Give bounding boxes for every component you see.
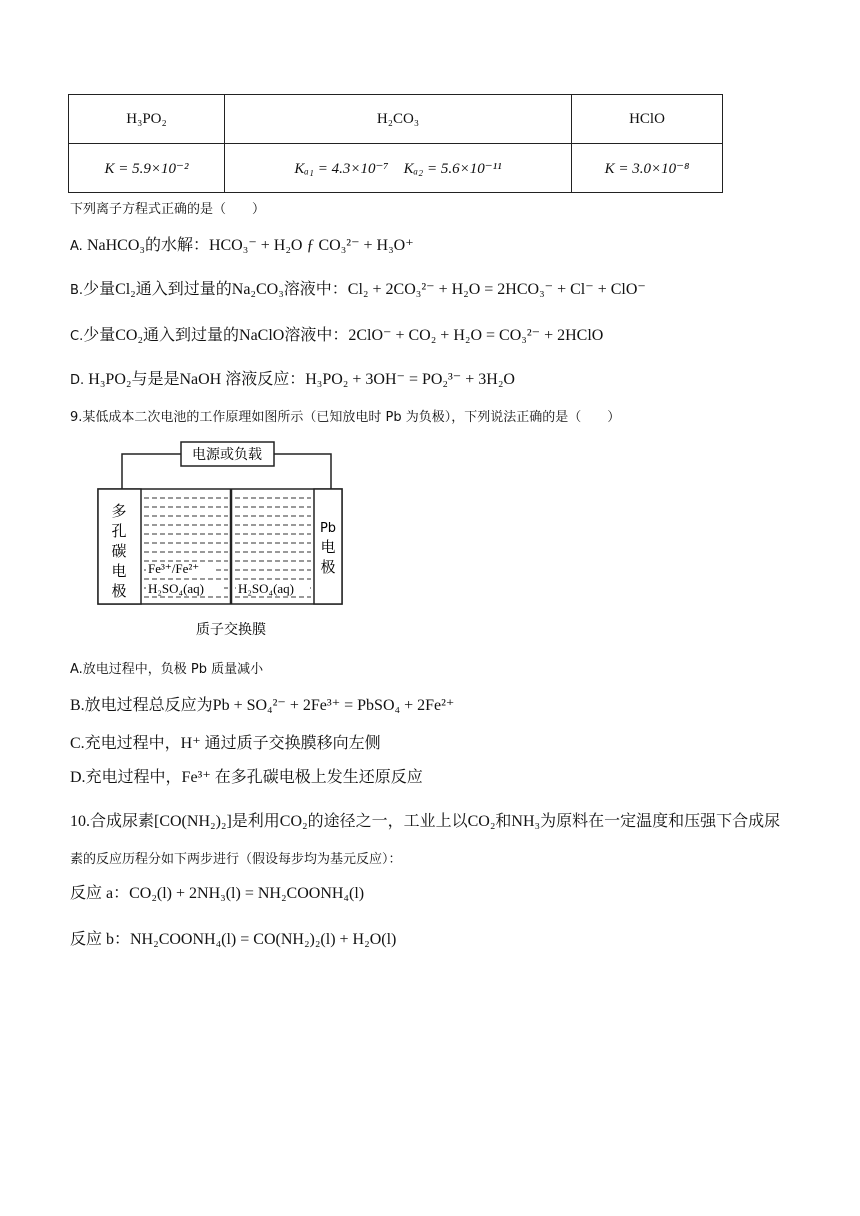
option-9b: B.放电过程总反应为Pb + SO₄²⁻ + 2Fe³⁺ = PbSO₄ + 2Fe²⁺ [70, 697, 455, 714]
table-header-cell: HClO [572, 95, 723, 144]
option-9c: C.充电过程中，H⁺ 通过质子交换膜移向左侧 [70, 735, 381, 752]
question-9-stem: 9.某低成本二次电池的工作原理如图所示（已知放电时 Pb 为负极），下列说法正确的是（ ） [70, 410, 621, 425]
wire-left [122, 454, 181, 489]
table-row [69, 95, 723, 144]
question-8-stem: 下列离子方程式正确的是（ ） [70, 202, 266, 217]
option-8c [70, 322, 603, 345]
question-10-stem-line1: 10.合成尿素[CO(NH₂)₂]是利用CO₂的途径之一，工业上以CO₂和NH₃为原料在一定温度和压强下合成尿 [70, 813, 781, 830]
table-cell: K = 3.0×10⁻⁸ [572, 144, 723, 193]
option-text: NaHCO₃的水解：HCO₃⁻ + H₂O ƒ CO₃²⁻ + H₃O⁺ [86, 237, 414, 254]
reaction-b: 反应 b：NH₂COONH₄(l) = CO(NH₂)₂(l) + H₂O(l) [70, 931, 397, 948]
option-8a [70, 232, 414, 255]
table-header-cell: H₂CO₃ [225, 95, 572, 144]
option-label: D. [70, 373, 89, 388]
table-header-cell: H₃PO₂ [69, 95, 225, 144]
electrode-char: 极 [320, 558, 336, 576]
question-10-stem-line2: 素的反应历程分如下两步进行（假设每步均为基元反应）： [70, 852, 402, 867]
table-row [69, 144, 723, 193]
solution-label-left: H₂SO₄(aq) [148, 581, 204, 596]
option-8d [70, 366, 515, 389]
solution-label-right: H₂SO₄(aq) [238, 581, 294, 596]
table-cell: Kₐ₁ = 4.3×10⁻⁷ Kₐ₂ = 5.6×10⁻¹¹ [225, 144, 572, 193]
battery-diagram [96, 414, 346, 644]
option-text: 少量CO₂通入到过量的NaClO溶液中：2ClO⁻ + CO₂ + H₂O = CO₃²⁻ + 2HClO [83, 327, 604, 344]
electrode-char: 碳 [111, 542, 127, 560]
option-text: H₃PO₂与是是NaOH 溶液反应：H₃PO₂ + 3OH⁻ = PO₂³⁻ + 3H₂O [88, 371, 515, 388]
electrode-char: 孔 [111, 522, 127, 540]
table-cell: K = 5.9×10⁻² [69, 144, 225, 193]
power-source-label: 电源或负载 [192, 447, 262, 463]
option-9d: D.充电过程中，Fe³⁺ 在多孔碳电极上发生还原反应 [70, 769, 423, 786]
electrode-char: 多 [111, 502, 127, 520]
wire-right [274, 454, 331, 489]
option-text: 少量Cl₂通入到过量的Na₂CO₃溶液中：Cl₂ + 2CO₃²⁻ + H₂O = 2HCO₃⁻ + Cl⁻ + ClO⁻ [83, 281, 646, 298]
membrane-label: 质子交换膜 [196, 622, 266, 638]
option-label: A. [70, 239, 87, 254]
option-label: B. [70, 283, 84, 298]
electrode-char: 极 [111, 582, 127, 600]
electrode-char: 电 [111, 562, 127, 580]
electrode-char: Pb [319, 521, 337, 536]
electrode-char: 电 [320, 538, 336, 556]
reaction-a: 反应 a：CO₂(l) + 2NH₃(l) = NH₂COONH₄(l) [70, 885, 365, 902]
solution-label-fe: Fe³⁺/Fe²⁺ [148, 561, 200, 576]
option-9a: A.放电过程中，负极 Pb 质量减小 [70, 662, 264, 677]
option-label: C. [70, 329, 84, 344]
option-8b [70, 276, 646, 299]
ka-table [68, 94, 723, 193]
